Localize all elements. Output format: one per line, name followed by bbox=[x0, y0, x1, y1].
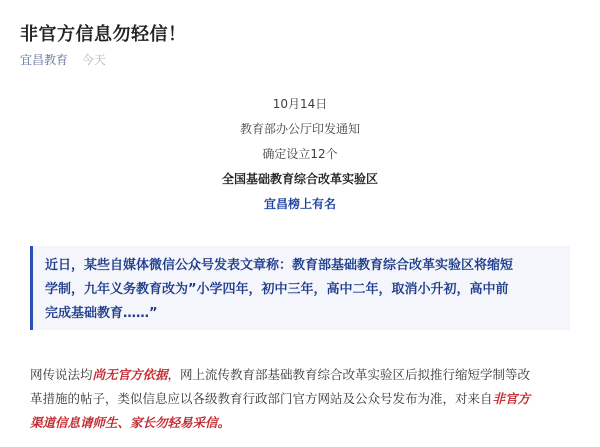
paragraph-text: 革措施的帖子，类似信息应以各级教育行政部门官方网站及公众号发布为准，对来自 bbox=[30, 391, 493, 406]
announcement-subject: 全国基础教育综合改革实验区 bbox=[221, 172, 378, 186]
body-paragraph bbox=[30, 363, 575, 435]
quote-line: 学制，九年义务教育改为”小学四年，初中三年，高中二年，取消小升初，高中前 bbox=[45, 282, 509, 297]
publish-date: 今天 bbox=[81, 53, 106, 67]
article-meta bbox=[20, 53, 106, 67]
announcement-block bbox=[0, 92, 600, 217]
announcement-highlight: 宜昌榜上有名 bbox=[263, 197, 336, 211]
paragraph-emphasis: 尚无官方依据 bbox=[92, 367, 168, 382]
paragraph-text: 网传说法均 bbox=[30, 367, 93, 382]
paragraph-emphasis: 渠道信息请师生、家长勿轻易采信。 bbox=[30, 415, 231, 430]
announcement-issuer: 教育部办公厅印发通知 bbox=[239, 122, 360, 136]
account-name-link[interactable]: 宜昌教育 bbox=[20, 53, 69, 67]
announcement-count: 确定设立12个 bbox=[262, 147, 338, 161]
article-title: 非官方信息勿轻信！ bbox=[20, 24, 187, 45]
paragraph-line bbox=[30, 387, 575, 411]
announcement-date: 10月14日 bbox=[272, 97, 328, 111]
paragraph-text: ，网上流传教育部基础教育综合改革实验区后拟推行缩短学制等改 bbox=[167, 367, 531, 382]
paragraph-emphasis: 非官方 bbox=[492, 391, 531, 406]
quote-line: 近日，某些自媒体微信公众号发表文章称：教育部基础教育综合改革实验区将缩短 bbox=[45, 258, 514, 273]
quote-block bbox=[30, 246, 570, 330]
quote-line: 完成基础教育……” bbox=[45, 306, 158, 321]
paragraph-line bbox=[30, 411, 575, 435]
paragraph-line bbox=[30, 363, 575, 387]
